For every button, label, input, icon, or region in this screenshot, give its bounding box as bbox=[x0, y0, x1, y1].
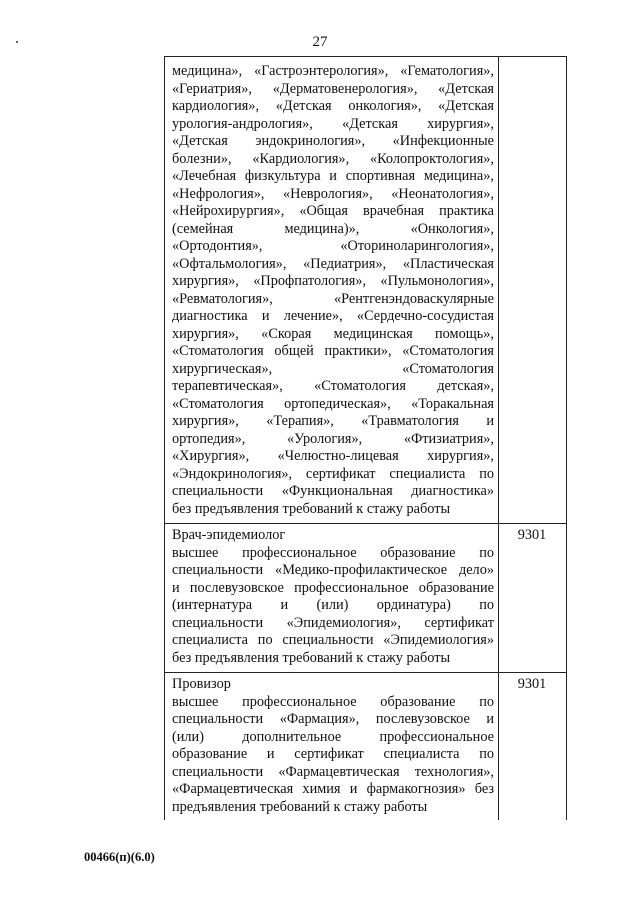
cell-line: хирургия», «Терапия», «Травматология и bbox=[172, 413, 494, 429]
cell-line: «Нейрохирургия», «Общая врачебная практика bbox=[172, 203, 494, 219]
cell-line: (интернатура и (или) ординатура) по bbox=[172, 597, 494, 613]
cell-line: хирургия», «Профпатология», «Пульмонология», bbox=[172, 273, 494, 289]
cell-line: кардиология», «Детская онкология», «Детская bbox=[172, 98, 494, 114]
cell-line: специальности «Функциональная диагностика» bbox=[172, 483, 494, 499]
cell-line: высшее профессиональное образование по bbox=[172, 693, 494, 710]
cell-line: хирургия», «Скорая медицинская помощь», bbox=[172, 325, 494, 342]
cell-line: и послевузовское профессиональное образование bbox=[172, 579, 494, 596]
cell-line: высшее профессиональное образование по bbox=[172, 544, 494, 561]
table-row-epidemiologist-code: 9301 bbox=[517, 527, 547, 543]
cell-line: без предъявления требований к стажу работы bbox=[172, 500, 451, 517]
cell-line: предъявления требований к стажу работы bbox=[172, 798, 428, 815]
cell-line: (или) дополнительное профессиональное bbox=[172, 728, 494, 745]
cell-line: «Гериатрия», «Дерматовенерология», «Детская bbox=[172, 80, 494, 97]
cell-line: урология-андрология», «Детская хирургия», bbox=[172, 115, 494, 132]
table-row-pharmacist-text bbox=[172, 676, 494, 816]
table-row-pharmacist-code: 9301 bbox=[517, 676, 547, 692]
cell-line: специальности «Фармацевтическая технология», bbox=[172, 763, 494, 780]
table-column-divider bbox=[498, 56, 499, 820]
cell-line: специальности «Медико-профилактическое дело» bbox=[172, 562, 494, 578]
cell-line: болезни», «Кардиология», «Колопроктология», bbox=[172, 150, 494, 167]
table-row-epidemiologist-text bbox=[172, 527, 494, 667]
cell-line: ортопедия», «Урология», «Фтизиатрия», bbox=[172, 430, 494, 447]
cell-line: специальности «Фармация», послевузовское и bbox=[172, 711, 494, 727]
cell-line: «Эндокринология», сертификат специалиста по bbox=[172, 465, 494, 482]
cell-line: медицина», «Гастроэнтерология», «Гематология», bbox=[172, 63, 494, 79]
table-border-left bbox=[164, 56, 165, 820]
table-row-divider bbox=[164, 672, 567, 673]
page-number: 27 bbox=[312, 34, 328, 50]
cell-line: специальности «Эпидемиология», сертификат bbox=[172, 614, 494, 631]
cell-line: Провизор bbox=[172, 676, 231, 692]
cell-line: Врач-эпидемиолог bbox=[172, 527, 286, 543]
margin-mark bbox=[16, 41, 18, 43]
cell-line: «Фармацевтическая химия и фармакогнозия» без bbox=[172, 781, 494, 797]
cell-line: (семейная медицина)», «Онкология», bbox=[172, 220, 494, 237]
cell-line: «Хирургия», «Челюстно-лицевая хирургия», bbox=[172, 448, 494, 464]
cell-line: «Офтальмология», «Педиатрия», «Пластическая bbox=[172, 255, 494, 272]
table-row-divider bbox=[164, 523, 567, 524]
cell-line: «Детская эндокринология», «Инфекционные bbox=[172, 133, 494, 149]
cell-line: без предъявления требований к стажу работы bbox=[172, 649, 451, 666]
table-border-right bbox=[566, 56, 567, 820]
table-border-top bbox=[164, 56, 567, 57]
cell-line: «Стоматология ортопедическая», «Торакальная bbox=[172, 395, 494, 412]
cell-line: образование и сертификат специалиста по bbox=[172, 746, 494, 762]
cell-line: диагностика и лечение», «Сердечно-сосудистая bbox=[172, 308, 494, 324]
cell-line: «Лечебная физкультура и спортивная медицина», bbox=[172, 168, 494, 184]
table-row-continuation-text bbox=[172, 63, 494, 518]
cell-line: «Ортодонтия», «Оториноларингология», bbox=[172, 238, 494, 254]
document-footer-code: 00466(п)(6.0) bbox=[84, 850, 155, 864]
cell-line: «Нефрология», «Неврология», «Неонатология», bbox=[172, 185, 494, 202]
qualification-table bbox=[164, 56, 567, 820]
cell-line: «Стоматология общей практики», «Стоматология bbox=[172, 343, 494, 359]
cell-line: терапевтическая», «Стоматология детская», bbox=[172, 378, 494, 394]
cell-line: «Ревматология», «Рентгенэндоваскулярные bbox=[172, 290, 494, 307]
cell-line: хирургическая», «Стоматология bbox=[172, 360, 494, 377]
cell-line: специалиста по специальности «Эпидемиология» bbox=[172, 632, 494, 648]
